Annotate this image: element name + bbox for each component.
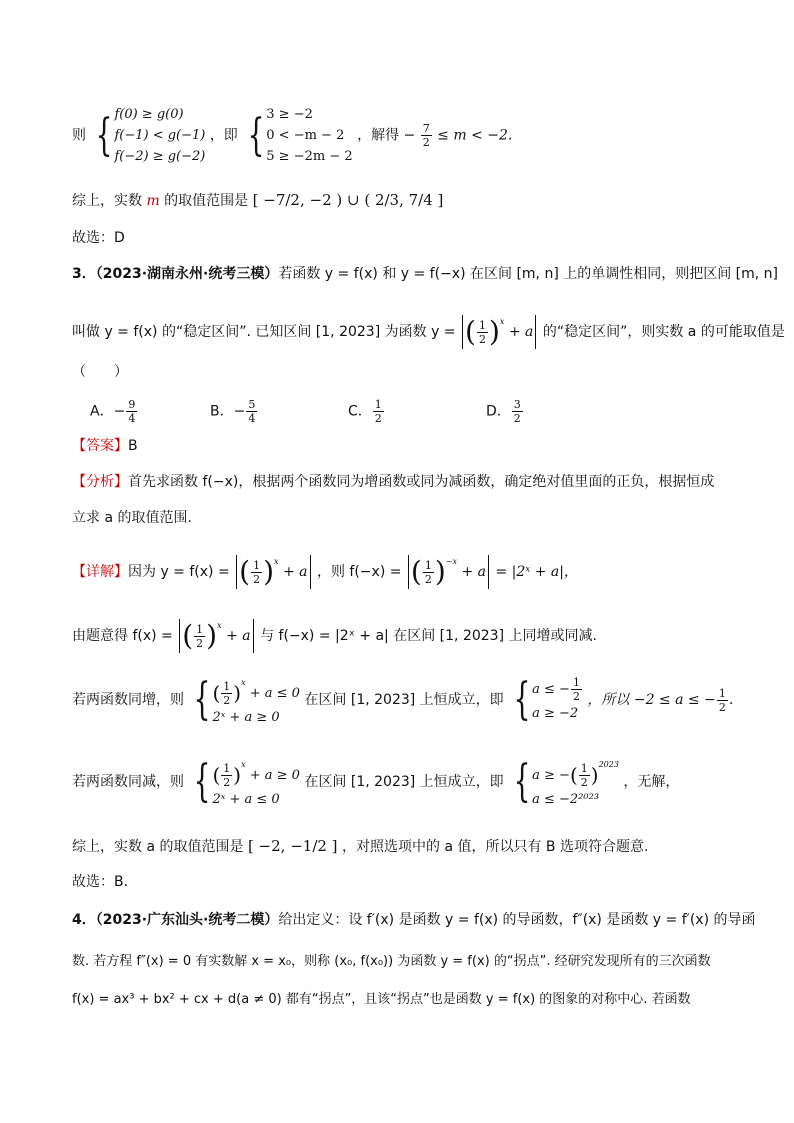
prev-sys2-row: 0 < −m − 2 (266, 128, 345, 143)
q3-stem1: 若函数 y = f(x) 和 y = f(−x) 在区间 [m, n] 上的单调性相同，则把区间 [m, n] (278, 266, 779, 282)
summary-text: 综上，实数 a 的取值范围是 (72, 839, 244, 855)
fraction: $\frac{7}{2}$ (422, 122, 430, 149)
answer-tag: 【答案】 (72, 438, 128, 454)
q4-line3: f(x) = ax³ + bx² + cx + d(a ≠ 0) 都有“拐点”，且该“拐点”也是函数 y = f(x) 的图象的对称中心. 若函数 (72, 992, 691, 1007)
prev-then: 则 (72, 127, 86, 144)
detail-text: = |2ˣ + a|， (495, 564, 578, 580)
analysis-tag: 【分析】 (72, 474, 128, 490)
q3-stem2b: 的“稳定区间”，则实数 a 的可能取值是 (542, 324, 785, 340)
answer-value: B (128, 438, 138, 454)
prev-sys2-row: 3 ≥ −2 (266, 107, 313, 122)
analysis-text: 首先求函数 f(−x)，根据两个函数同为增函数或同为减函数，确定绝对值里面的正负，根据恒成 (128, 474, 715, 490)
inc-system: { ( $\frac{1}{2}$ )$^x$ + a ≤ 0 2ˣ + a ≥ 0 (194, 674, 300, 725)
prev-summary (72, 190, 443, 211)
q3-stem-line1 (72, 264, 778, 284)
q4-text: 给出定义：设 f′(x) 是函数 y = f(x) 的导函数，f″(x) 是函数 y = f′(x) 的导函 (278, 912, 756, 928)
fraction: $\frac{1}{2}$ (424, 558, 432, 586)
q4-number: 4． (72, 912, 96, 928)
summary-var: m (146, 193, 160, 209)
summary-prefix: 综上，实数 (72, 193, 147, 209)
fraction: $\frac{1}{2}$ (196, 622, 204, 650)
prev-choose: 故选：D (72, 230, 125, 246)
detail-tag: 【详解】 (72, 564, 128, 580)
case-text: 在区间 [1, 2023] 上恒成立，即 (304, 774, 504, 790)
q4-line1 (72, 910, 755, 930)
summary-text: ，对照选项中的 a 值，所以只有 B 选项符合题意. (342, 839, 649, 855)
q3-analysis-1 (72, 472, 714, 492)
q3-stem2a: 叫做 y = f(x) 的“稳定区间”. 已知区间 [1, 2023] 为函数 y = (72, 324, 456, 340)
prev-solve: ，解得 − (357, 127, 416, 144)
prev-system-line (72, 104, 512, 167)
q3-analysis-2: 立求 a 的取值范围. (72, 510, 192, 526)
summary-range: [ −2, −1/2 ] (247, 837, 338, 855)
case-text: ，所以 −2 ≤ a ≤ − (587, 692, 716, 708)
fraction: $\frac{1}{2}$ (253, 558, 261, 586)
case-text: 在区间 [1, 2023] 上恒成立，即 (304, 692, 504, 708)
inc-result: { a ≤ − $\frac{1}{2}$ a ≥ −2 (513, 674, 580, 725)
q3-number: 3． (72, 266, 96, 282)
q3-increasing-case: 若两函数同增，则 { ( $\frac{1}{2}$ )$^x$ + a ≤ 0 2ˣ + a ≥ 0 在区间 [1, 2023] 上恒成立，即 { a ≤ − $\frac{1}{2}$ a ≥ −2 ，所以 −2 ≤ a ≤ − $\frac{1}{2}$ . (72, 672, 733, 722)
fraction: $\frac{1}{2}$ (478, 318, 486, 346)
q3-choose: 故选：B. (72, 874, 129, 890)
detail-text: 因为 y = f(x) = (128, 564, 230, 580)
q3-summary (72, 836, 648, 857)
prev-system-2: { 3 ≥ −2 0 < −m − 2 5 ≥ −2m − 2 (242, 104, 352, 167)
detail-text: ，则 f(−x) = (316, 564, 402, 580)
q3-answer (72, 436, 138, 456)
prev-sys1-row: f(0) ≥ g(0) (114, 107, 184, 122)
q3-paren: （ ） (72, 364, 128, 380)
detail-text: 由题意得 f(x) = (72, 628, 173, 644)
q4-source: （2023·广东汕头·统考二模） (95, 912, 279, 928)
prev-solve-tail: ≤ m < −2. (437, 127, 513, 144)
option-b[interactable]: B．− $\frac{5}{4}$ (210, 398, 256, 425)
case-text: 若两函数同增，则 (72, 692, 184, 708)
prev-sys2-row: 5 ≥ −2m − 2 (266, 149, 353, 164)
option-a[interactable]: A．− $\frac{9}{4}$ (90, 398, 136, 425)
q3-detail-2: 由题意得 f(x) = ( $\frac{1}{2}$ )$^x$ + a 与 f(−x) = |2ˣ + a| 在区间 [1, 2023] 上同增或同减. (72, 619, 597, 652)
dec-system: { ( $\frac{1}{2}$ )$^x$ + a ≥ 0 2ˣ + a ≤ 0 (194, 756, 300, 807)
q4-line2: 数. 若方程 f″(x) = 0 有实数解 x = x₀，则称 (x₀, f(x₀)) 为函数 y = f(x) 的“拐点”. 经研究发现所有的三次函数 (72, 954, 711, 969)
q3-detail-1: 【详解】因为 y = f(x) = ( $\frac{1}{2}$ )$^x$ + a ，则 f(−x) = ( $\frac{1}{2}$ )$^{-x}$ + a = |2ˣ + a|， (72, 555, 578, 588)
q3-options (72, 398, 722, 426)
prev-sep: ，即 (209, 127, 238, 144)
case-text: ，无解， (623, 774, 680, 790)
q3-stem-line2: 叫做 y = f(x) 的“稳定区间”. 已知区间 [1, 2023] 为函数 y = ( $\frac{1}{2}$ )$^x$ + a 的“稳定区间”，则实数 a 的可能取值是 (72, 315, 785, 348)
prev-sys1-row: f(−2) ≥ g(−2) (114, 149, 206, 164)
q3-source: （2023·湖南永州·统考三模） (95, 266, 279, 282)
detail-text: 与 f(−x) = |2ˣ + a| 在区间 [1, 2023] 上同增或同减. (260, 628, 597, 644)
prev-sys1-row: f(−1) < g(−1) (114, 128, 206, 143)
summary-mid: 的取值范围是 (159, 193, 249, 209)
case-text: 若两函数同减，则 (72, 774, 184, 790)
q3-decreasing-case (72, 754, 679, 810)
prev-range: [ −7/2, −2 ) ∪ ( 2/3, 7/4 ] (252, 191, 444, 209)
prev-system-1: { f(0) ≥ g(0) f(−1) < g(−1) f(−2) ≥ g(−2) (90, 104, 205, 167)
option-d[interactable]: D． $\frac{3}{2}$ (486, 398, 521, 425)
dec-result: { a ≥ −( $\frac{1}{2}$ )$^{2023}$ a ≤ −2²⁰²³ (513, 756, 619, 807)
option-c[interactable]: C． $\frac{1}{2}$ (348, 398, 382, 425)
